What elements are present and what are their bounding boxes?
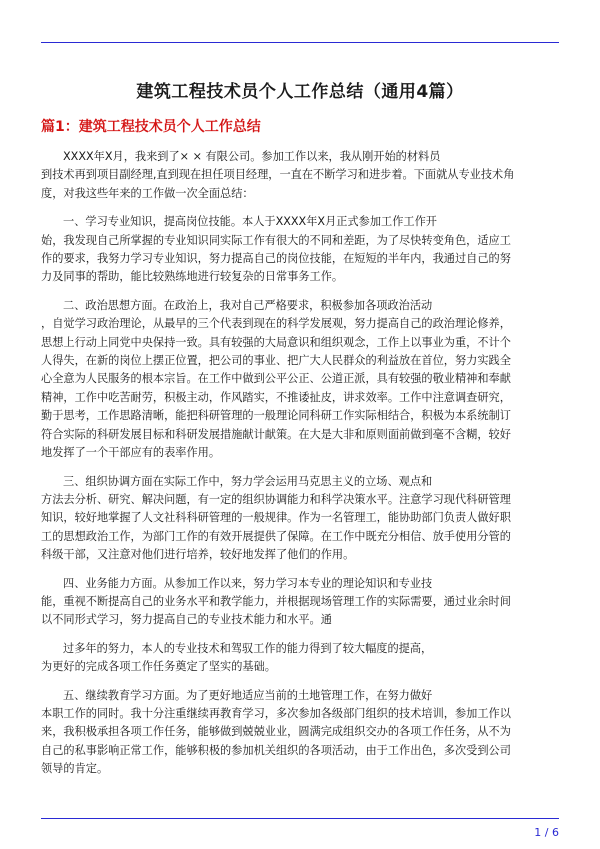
- paragraph-line: 精神，工作中吃苦耐劳，积极主动，作风踏实，不推诿扯皮，讲求效率。工作中注意调查研究，: [41, 390, 511, 404]
- paragraph-line: 自己的私事影响正常工作，能够积极的参加机关组织的各项活动，由于工作出色，多次受到公司: [41, 743, 511, 757]
- paragraph-line: 方法去分析、研究、解决问题，有一定的组织协调能力和科学决策水平。注意学习现代科研管理: [41, 492, 511, 506]
- paragraph-line: XXXX年X月，我来到了× × 有限公司。参加工作以来，我从刚开始的材料员: [63, 150, 441, 163]
- paragraph-line: 过多年的努力，本人的专业技术和驾驭工作的能力得到了较大幅度的提高，: [63, 641, 433, 655]
- body-paragraph: [41, 297, 559, 463]
- paragraph-line: 勤于思考，工作思路清晰，能把科研管理的一般理论同科研工作实际相结合，积极为本系统制订: [41, 409, 511, 423]
- body-paragraph: [41, 640, 559, 677]
- document-title: 建筑工程技术员个人工作总结（通用4篇）: [136, 82, 464, 102]
- body-paragraph: [41, 575, 559, 630]
- paragraph-line: 思想上行动上同党中央保持一致。具有较强的大局意识和组织观念，工作上以事业为重，不计个: [41, 335, 511, 349]
- paragraph-line: 到技术再到项目副经理,直到现在担任项目经理，一直在不断学习和进步着。下面就从专业技术角: [41, 168, 515, 182]
- header-rule: [41, 42, 559, 43]
- body-paragraph: [41, 473, 559, 565]
- document-body: [41, 148, 559, 789]
- paragraph-line: 工的思想政治工作，为部门工作的有效开展提供了保障。在工作中既充分相信、放手使用分管的: [41, 529, 511, 543]
- paragraph-line: 五、继续教育学习方面。为了更好地适应当前的土地管理工作，在努力做好: [63, 688, 433, 702]
- paragraph-line: 知识，较好地掌握了人文社科科研管理的一般规律。作为一名管理工，能协助部门负责人做好职: [41, 511, 511, 525]
- paragraph-line: 一、学习专业知识，提高岗位技能。本人于XXXX年X月正式参加工作工作开: [63, 215, 437, 229]
- paragraph-line: 科级干部，又注意对他们进行培养，较好地发挥了他们的作用。: [41, 548, 355, 562]
- paragraph-line: 地发挥了一个干部应有的表率作用。: [41, 446, 221, 460]
- paragraph-line: 符合实际的科研发展目标和科研发展措施献计献策。在大是大非和原则面前做到毫不含糊，较好: [41, 427, 511, 441]
- paragraph-line: 始，我发现自己所掌握的专业知识同实际工作有很大的不同和差距，为了尽快转变角色，适应工: [41, 233, 511, 247]
- paragraph-line: 人得失，在新的岗位上摆正位置，把公司的事业、把广大人民群众的利益放在首位，努力实践全: [41, 354, 511, 368]
- paragraph-line: 力及同事的帮助，能比较熟练地进行较复杂的日常事务工作。: [41, 270, 344, 284]
- paragraph-line: 度，对我这些年来的工作做一次全面总结：: [41, 186, 254, 200]
- paragraph-line: ，自觉学习政治理论，从最早的三个代表到现在的科学发展观，努力提高自己的政治理论修养，: [41, 317, 511, 331]
- page-indicator: 1 / 6: [534, 826, 559, 839]
- paragraph-line: 领导的肯定。: [41, 762, 109, 776]
- paragraph-line: 来，我积极承担各项工作任务，能够做到兢兢业业，圆满完成组织交办的各项工作任务，从不为: [41, 725, 511, 739]
- body-paragraph: [41, 148, 559, 203]
- paragraph-line: 为更好的完成各项工作任务奠定了坚实的基础。: [41, 660, 276, 674]
- paragraph-line: 心全意为人民服务的根本宗旨。在工作中做到公平公正、公道正派，具有较强的敬业精神和奉献: [41, 372, 511, 386]
- paragraph-line: 二、政治思想方面。在政治上，我对自己严格要求，积极参加各项政治活动: [63, 298, 433, 312]
- footer-rule: [41, 818, 559, 819]
- paragraph-line: 作的要求，我努力学习专业知识，努力提高自己的岗位技能，在短短的半年内，我通过自己的努: [41, 252, 511, 266]
- paragraph-line: 能，重视不断提高自己的业务水平和教学能力，并根据现场管理工作的实际需要，通过业余时间: [41, 594, 511, 608]
- paragraph-line: 本职工作的同时。我十分注重继续再教育学习，多次参加各级部门组织的技术培训，参加工作以: [41, 706, 511, 720]
- section-heading: 篇1：建筑工程技术员个人工作总结: [41, 119, 261, 135]
- paragraph-line: 以不同形式学习，努力提高自己的专业技术能力和水平。通: [41, 613, 332, 627]
- paragraph-line: 四、业务能力方面。从参加工作以来，努力学习本专业的理论知识和专业技: [63, 576, 433, 590]
- paragraph-line: 三、组织协调方面在实际工作中，努力学会运用马克思主义的立场、观点和: [63, 474, 433, 488]
- body-paragraph: [41, 213, 559, 287]
- body-paragraph: [41, 687, 559, 779]
